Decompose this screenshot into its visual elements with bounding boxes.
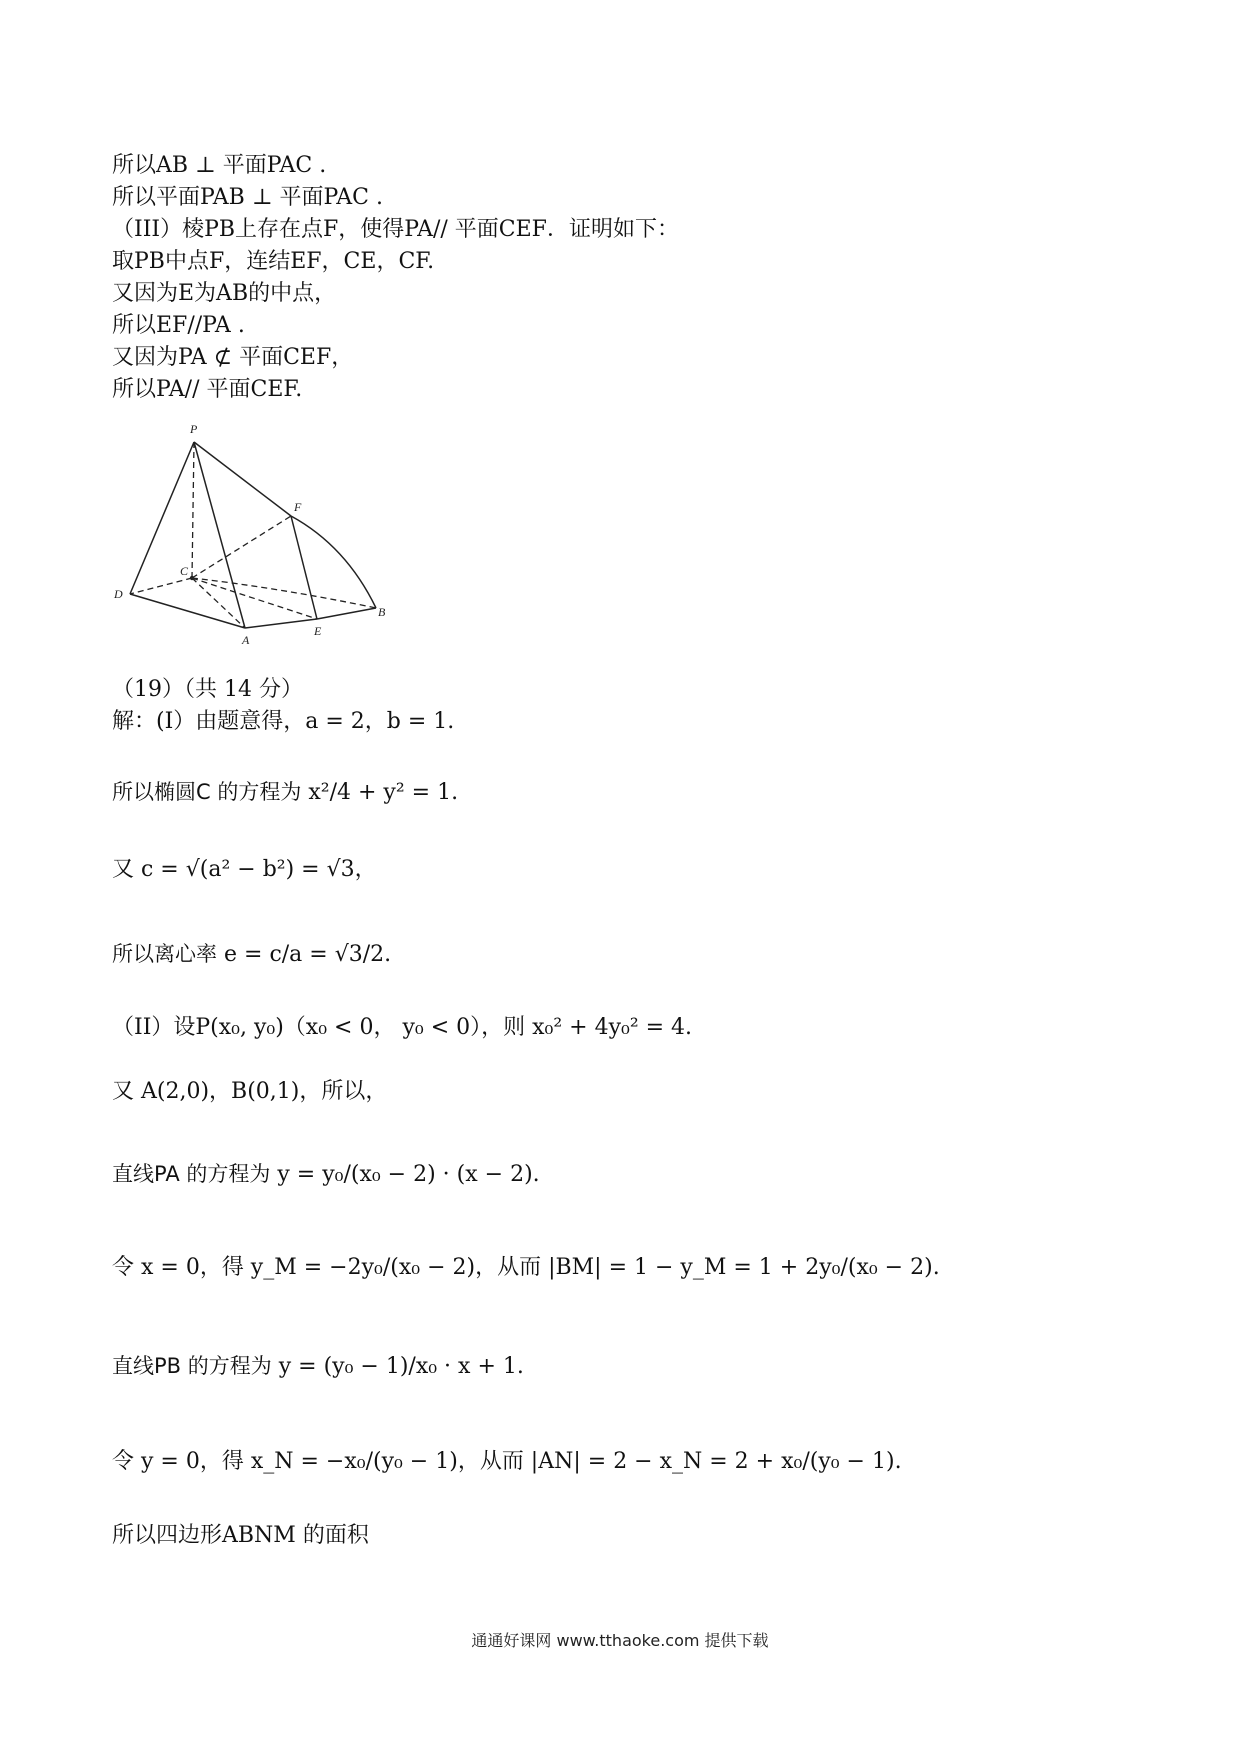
line-pb-label: 直线PB 的方程为: [112, 1354, 272, 1378]
edge-AE: [245, 619, 317, 628]
ellipse-equation: x²/4 + y² = 1.: [308, 780, 459, 805]
eccentricity-label: 所以离心率: [112, 942, 217, 966]
q19-header: （19）（共 14 分）: [112, 677, 303, 702]
edge-CB-hidden: [192, 578, 376, 608]
label-C: C: [180, 564, 189, 578]
eccentricity-equation: e = c/a = √3/2.: [224, 942, 392, 967]
proof-line-2: 所以平面PAB ⊥ 平面PAC .: [112, 185, 384, 210]
line-pa: [112, 1158, 540, 1188]
label-A: A: [242, 633, 250, 647]
edge-PA: [194, 442, 245, 628]
edge-CF-hidden: [192, 516, 291, 578]
label-D: D: [114, 587, 123, 601]
proof-line-7: 又因为PA ⊄ 平面CEF，: [112, 345, 354, 370]
label-E: E: [314, 624, 322, 638]
area-line: 所以四边形ABNM 的面积: [112, 1523, 369, 1548]
line-pb: [112, 1350, 524, 1380]
pyramid-figure: [110, 418, 410, 648]
line-pa-equation: y = y₀/(x₀ − 2) · (x − 2).: [277, 1162, 540, 1187]
line-pa-label: 直线PA 的方程为: [112, 1162, 271, 1186]
q19-part1: 解：(I）由题意得，a = 2，b = 1.: [112, 709, 455, 734]
edge-CD-hidden: [130, 578, 192, 594]
proof-line-8: 所以PA// 平面CEF.: [112, 377, 303, 402]
proof-line-5: 又因为E为AB的中点，: [112, 281, 337, 306]
xn-line: 令 y = 0，得 x_N = −x₀/(y₀ − 1)，从而 |AN| = 2 − x_N = 2 + x₀/(y₀ − 1).: [112, 1449, 902, 1474]
label-F: F: [294, 500, 302, 514]
proof-line-4: 取PB中点F，连结EF，CE，CF.: [112, 249, 435, 274]
edge-EB: [317, 608, 376, 619]
proof-line-6: 所以EF//PA .: [112, 313, 245, 338]
label-B: B: [378, 605, 386, 619]
label-P: P: [190, 422, 198, 436]
proof-line-3: （III）棱PB上存在点F，使得PA// 平面CEF．证明如下：: [112, 217, 679, 242]
edge-DA: [130, 594, 245, 628]
edge-FE: [291, 516, 317, 619]
proof-line-1: 所以AB ⊥ 平面PAC .: [112, 153, 327, 178]
line-pb-equation: y = (y₀ − 1)/x₀ · x + 1.: [278, 1354, 524, 1379]
q19-part2: （II）设P(x₀, y₀)（x₀ < 0， y₀ < 0），则 x₀² + 4y₀² = 4.: [112, 1015, 693, 1040]
edge-CE-hidden: [192, 578, 317, 619]
edge-PC-hidden: [192, 442, 194, 578]
ellipse-equation-line: [112, 776, 458, 806]
page-footer: 通通好课网 www.tthaoke.com 提供下载: [471, 1631, 769, 1650]
eccentricity-line: [112, 938, 391, 968]
points-line: 又 A(2,0)，B(0,1)，所以，: [112, 1079, 388, 1104]
edge-PF: [194, 442, 291, 516]
ellipse-label: 所以椭圆C 的方程为: [112, 780, 302, 804]
ym-line: 令 x = 0，得 y_M = −2y₀/(x₀ − 2)，从而 |BM| = 1 − y_M = 1 + 2y₀/(x₀ − 2).: [112, 1255, 940, 1280]
c-value: 又 c = √(a² − b²) = √3，: [112, 857, 377, 882]
